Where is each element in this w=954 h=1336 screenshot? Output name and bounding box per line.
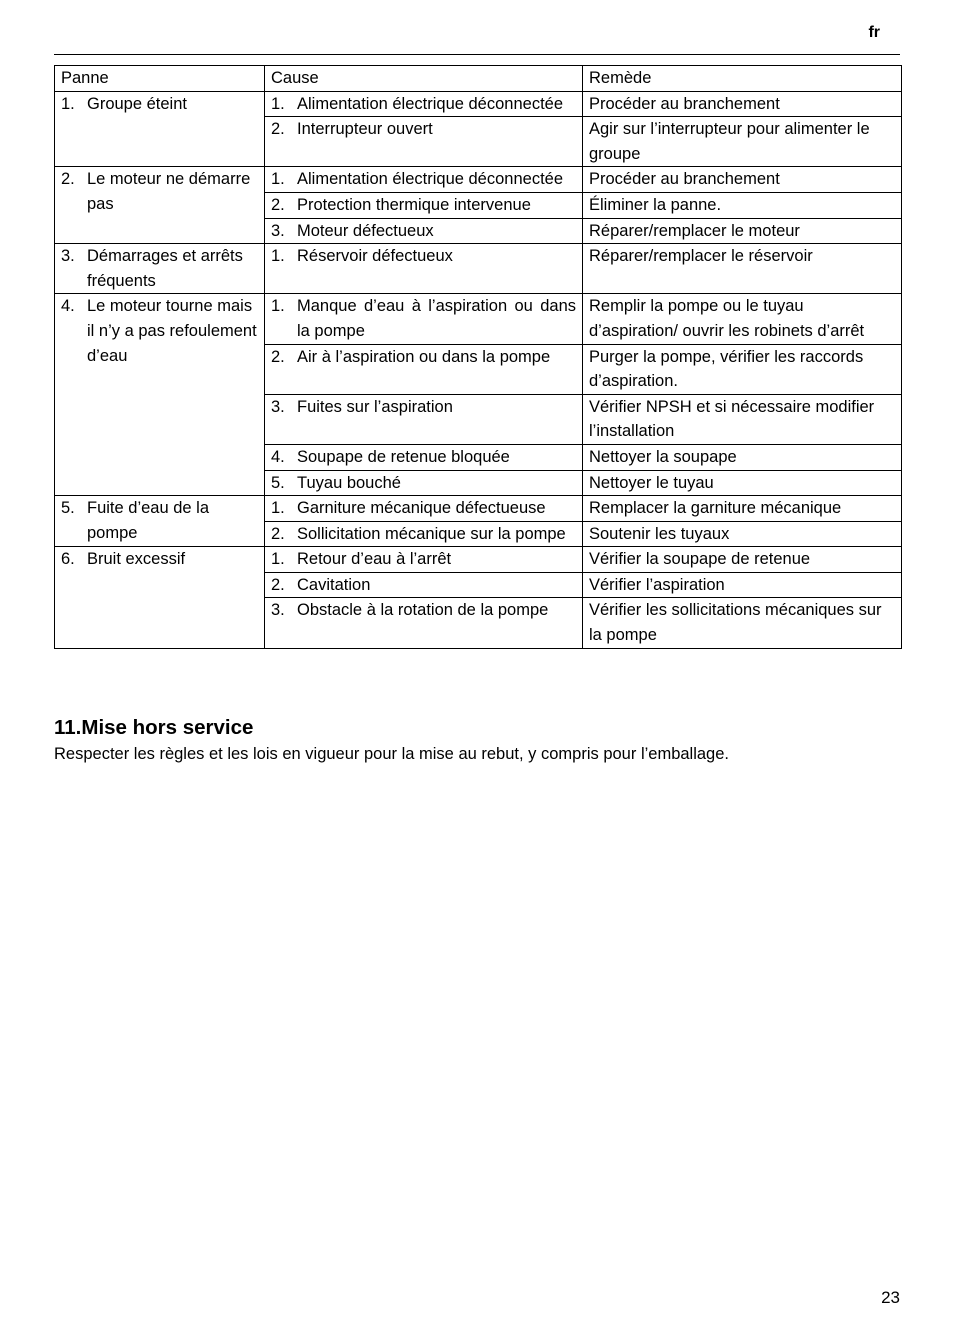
table-row (55, 167, 902, 193)
cause-number: 3. (271, 397, 285, 416)
panne-cell (55, 547, 265, 648)
cause-cell (265, 91, 583, 117)
panne-text: Démarrages et arrêts fréquents (87, 247, 243, 290)
cause-text: Soupape de retenue bloquée (297, 447, 510, 466)
remede-cell: Purger la pompe, vérifier les raccords d’aspiration. (583, 344, 902, 394)
remede-cell: Procéder au branchement (583, 91, 902, 117)
cause-cell (265, 344, 583, 394)
cause-cell (265, 294, 583, 344)
panne-cell (55, 91, 265, 167)
cause-number: 1. (271, 499, 285, 518)
panne-text: Fuite d’eau de la pompe (87, 499, 210, 542)
cause-number: 2. (271, 524, 285, 543)
remede-cell: Remplir la pompe ou le tuyau d’aspiration/ ouvrir les robinets d’arrêt (583, 294, 902, 344)
header-remede: Remède (583, 66, 902, 92)
header-rule (54, 54, 900, 55)
cause-number: 2. (271, 120, 285, 139)
remede-cell: Nettoyer la soupape (583, 444, 902, 470)
cause-cell (265, 496, 583, 522)
cause-text: Alimentation électrique déconnectée (297, 94, 564, 113)
page-number: 23 (881, 1288, 900, 1307)
panne-text: Le moteur ne démarre pas (87, 170, 251, 213)
section-title: 11.Mise hors service (54, 716, 254, 739)
cause-cell (265, 444, 583, 470)
cause-text: Air à l’aspiration ou dans la pompe (297, 347, 551, 366)
remede-cell: Agir sur l’interrupteur pour alimenter le groupe (583, 117, 902, 167)
remede-cell: Nettoyer le tuyau (583, 470, 902, 496)
cause-text: Manque d’eau à l’aspiration ou dans la pompe (297, 297, 576, 340)
table-row (55, 496, 902, 522)
cause-cell (265, 244, 583, 294)
remede-cell: Remplacer la garniture mécanique (583, 496, 902, 522)
section-body: Respecter les règles et les lois en vigueur pour la mise au rebut, y compris pour l’emballage. (54, 745, 729, 763)
cause-text: Protection thermique intervenue (297, 195, 531, 214)
table-body (55, 91, 902, 648)
panne-text: Le moteur tourne mais il n’y a pas refoulement d’eau (87, 297, 257, 365)
cause-text: Fuites sur l’aspiration (297, 397, 453, 416)
cause-number: 3. (271, 601, 285, 620)
panne-cell (55, 167, 265, 244)
table-header-row (55, 66, 902, 92)
remede-cell: Vérifier l’aspiration (583, 572, 902, 598)
cause-cell (265, 167, 583, 193)
remede-cell: Procéder au branchement (583, 167, 902, 193)
cause-cell (265, 394, 583, 444)
cause-cell (265, 192, 583, 218)
remede-cell: Réparer/remplacer le réservoir (583, 244, 902, 294)
cause-cell (265, 547, 583, 573)
cause-number: 3. (271, 221, 285, 240)
panne-text: Groupe éteint (87, 94, 187, 113)
panne-cell (55, 496, 265, 547)
remede-cell: Éliminer la panne. (583, 192, 902, 218)
cause-text: Tuyau bouché (297, 473, 401, 492)
cause-number: 2. (271, 575, 285, 594)
cause-text: Obstacle à la rotation de la pompe (297, 601, 549, 620)
header-cause: Cause (265, 66, 583, 92)
cause-number: 1. (271, 550, 285, 569)
language-code: fr (868, 24, 880, 41)
remede-cell: Vérifier les sollicitations mécaniques sur la pompe (583, 598, 902, 648)
remede-cell: Vérifier la soupape de retenue (583, 547, 902, 573)
cause-number: 1. (271, 170, 285, 189)
cause-cell (265, 117, 583, 167)
cause-text: Retour d’eau à l’arrêt (297, 550, 452, 569)
table-row (55, 91, 902, 117)
cause-cell (265, 521, 583, 547)
cause-cell (265, 218, 583, 244)
panne-number: 1. (61, 94, 75, 113)
cause-number: 5. (271, 473, 285, 492)
panne-number: 2. (61, 170, 75, 189)
cause-text: Moteur défectueux (297, 221, 434, 240)
panne-number: 3. (61, 247, 75, 266)
cause-number: 1. (271, 94, 285, 113)
cause-text: Interrupteur ouvert (297, 120, 433, 139)
table-row (55, 547, 902, 573)
remede-cell: Réparer/remplacer le moteur (583, 218, 902, 244)
panne-text: Bruit excessif (87, 550, 186, 569)
cause-number: 2. (271, 347, 285, 366)
panne-number: 5. (61, 499, 75, 518)
remede-cell: Vérifier NPSH et si nécessaire modifier l’installation (583, 394, 902, 444)
cause-cell (265, 598, 583, 648)
remede-cell: Soutenir les tuyaux (583, 521, 902, 547)
cause-number: 1. (271, 247, 285, 266)
cause-text: Cavitation (297, 575, 371, 594)
troubleshooting-table (54, 65, 902, 649)
cause-cell (265, 470, 583, 496)
cause-text: Alimentation électrique déconnectée (297, 170, 564, 189)
cause-text: Sollicitation mécanique sur la pompe (297, 524, 566, 543)
panne-cell (55, 294, 265, 496)
panne-number: 4. (61, 297, 75, 316)
cause-number: 1. (271, 297, 285, 316)
cause-number: 2. (271, 195, 285, 214)
panne-cell (55, 244, 265, 294)
header-panne: Panne (55, 66, 265, 92)
table-row (55, 294, 902, 344)
table-row (55, 244, 902, 294)
panne-number: 6. (61, 550, 75, 569)
cause-cell (265, 572, 583, 598)
cause-text: Garniture mécanique défectueuse (297, 499, 546, 518)
cause-number: 4. (271, 447, 285, 466)
cause-text: Réservoir défectueux (297, 247, 453, 266)
